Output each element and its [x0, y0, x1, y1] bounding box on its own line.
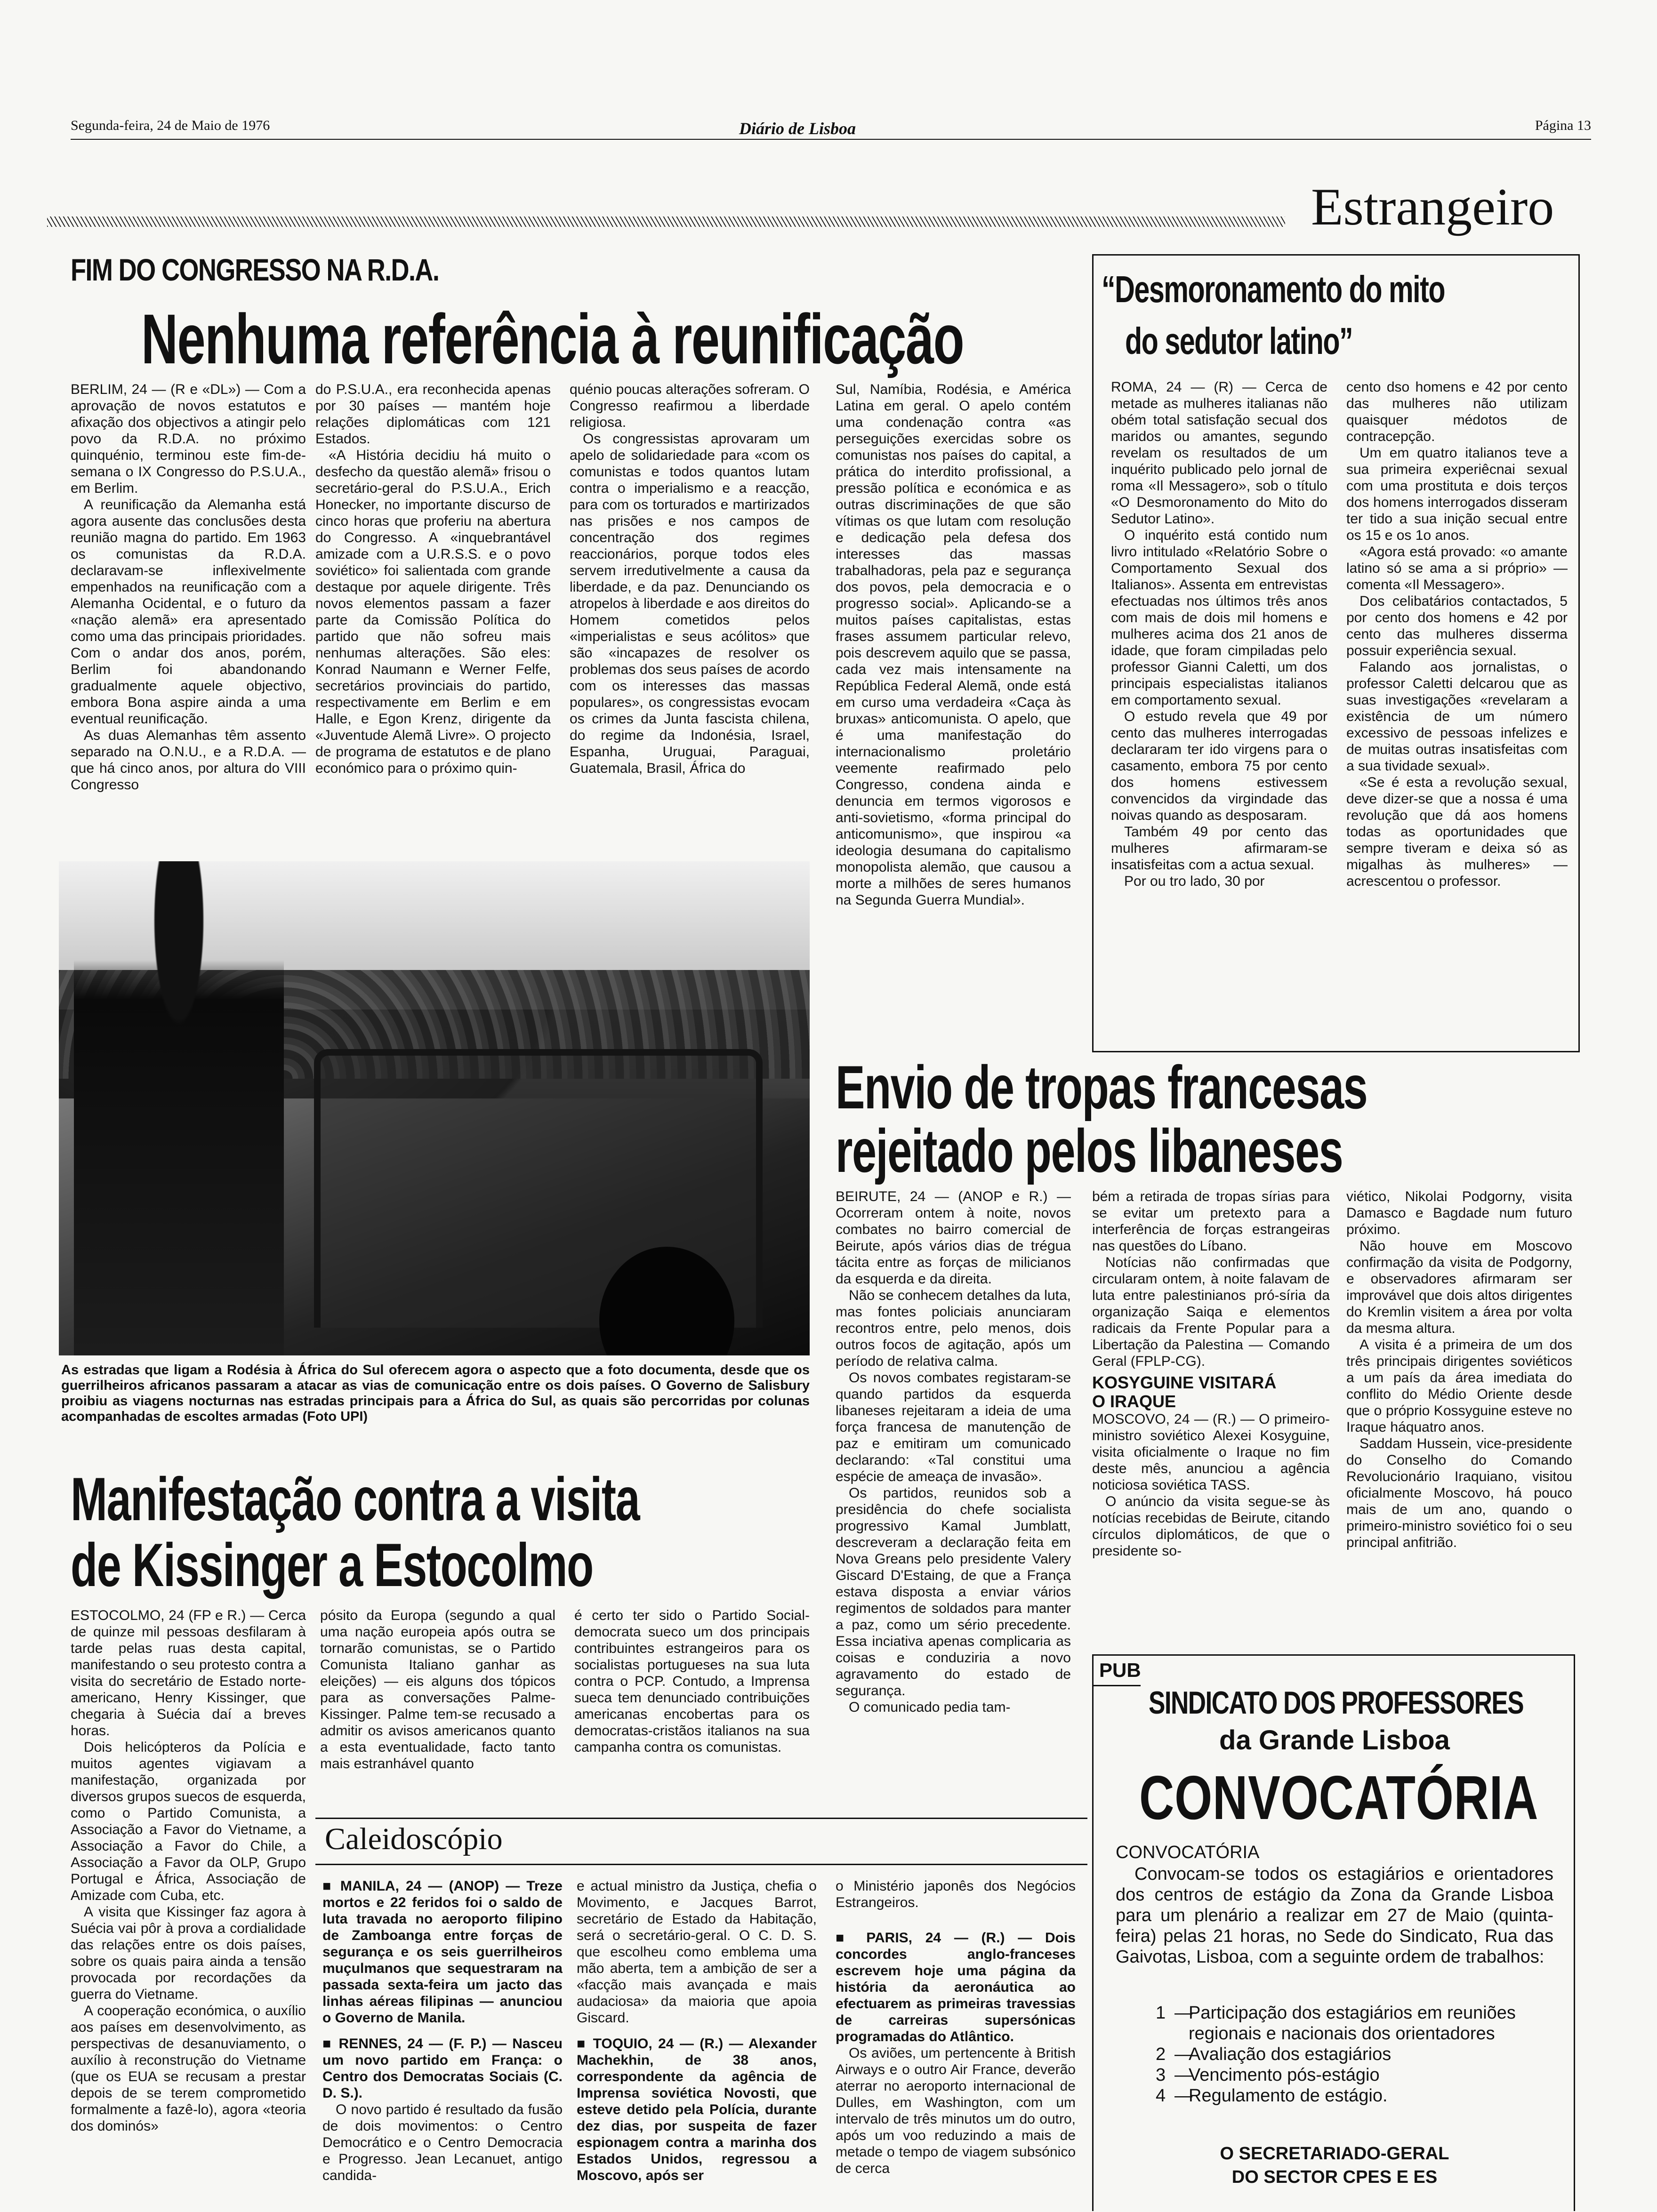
caption-text: As estradas que ligam a Rodésia à África do Sul oferecem agora o aspecto que a foto documenta, desde que os guerrilheiros africanos passaram a atacar as vias de comunicação entre os dois países. O Governo de Salisbury proibiu as viagens nocturnas nas estradas principais para a África do Sul, as quais são percorridas por colunas acompanhadas de escoltes armadas	[61, 1362, 810, 1424]
pub-agenda	[1156, 2003, 1556, 2106]
sidebar-title-line1: “Desmoronamento do mito	[1102, 268, 1445, 310]
paragraph: Não houve em Moscovo confirmação da visita de Podgorny, e observadores afirmaram ser improvável que dois altos dirigentes do Kremlin visitem a área por volta da mesma altura.	[1346, 1238, 1572, 1336]
paragraph: o Ministério japonês dos Negócios Estrangeiros.	[836, 1878, 1076, 1910]
paragraph: O novo partido é resultado da fusão de dois movimentos: o Centro Democrático e o Centro Democracia e Progresso. Jean Lecanuet, antigo candida-	[322, 2102, 563, 2183]
article2-col3	[1346, 1188, 1572, 1654]
article1-col3	[570, 381, 810, 842]
pub-label-rule	[1094, 1685, 1141, 1686]
news-brief: ■ RENNES, 24 — (F. P.) — Nasceu um novo partido em França: o Centro dos Democratas Sociais (C. D. S.).	[322, 2036, 563, 2101]
caleidoscopio-col3	[836, 1878, 1076, 2207]
article3-col1	[71, 1607, 306, 2205]
news-brief: ■ TOQUIO, 24 — (R.) — Alexander Machekhin, de 38 anos, correspondente da agência de Imprensa soviética Novosti, que esteve detido pela Polícia, durante dez dias, por suspeita de fazer espionagem contra a marinha dos Estados Unidos, regressou a Moscovo, após ser	[577, 2036, 817, 2183]
list-item: 4 — Regulamento de estágio.	[1156, 2085, 1556, 2106]
item-text: Regulamento de estágio.	[1189, 2086, 1388, 2106]
photo-caption	[61, 1362, 810, 1425]
issue-date: Segunda-feira, 24 de Maio de 1976	[71, 118, 270, 133]
sidebar-col1	[1111, 379, 1327, 1040]
pub-headline: CONVOCATÓRIA	[1139, 1763, 1539, 1832]
paragraph: Também 49 por cento das mulheres afirmaram-se insatisfeitas com a actua sexual.	[1111, 824, 1327, 873]
paragraph: e actual ministro da Justiça, chefia o Movimento, e Jacques Barrot, secretário de Estado da Habitação, será o secretário-geral. O C. D. S. que escolheu como emblema uma mão aberta, tem a ambição de ser a «facção mais avançada e mais audaciosa» da maioria que apoia Giscard.	[577, 1878, 817, 2026]
article1-col1	[71, 381, 306, 842]
paragraph: ESTOCOLMO, 24 (FP e R.) — Cerca de quinze mil pessoas desfilaram à tarde pelas ruas desta capital, manifestando o seu protesto contra a visita do secretário de Estado norte-americano, Henry Kissinger, que chegaria à Suécia daí a breves horas.	[71, 1608, 306, 1739]
pub-org-line1: SINDICATO DOS PROFESSORES	[1149, 1685, 1524, 1721]
photo-credit: (Foto UPI)	[302, 1409, 368, 1424]
section-hatch-rule	[47, 216, 1285, 227]
subhead-line1: KOSYGUINE VISITARÁ	[1092, 1373, 1277, 1392]
article2-col2	[1092, 1188, 1330, 1659]
section-title: Estrangeiro	[1311, 178, 1554, 236]
paragraph: é certo ter sido o Partido Social-democrata sueco um dos principais contribuintes estrangeiros para os socialistas portugueses na sua luta contra o PCP. Contudo, a Imprensa sueca tem denunciado contribuições americanas encobertas para os democratas-cristãos italianos na sua campanha contra os comunistas.	[574, 1608, 810, 1755]
article1-kicker: FIM DO CONGRESSO NA R.D.A.	[71, 252, 439, 287]
paragraph: bém a retirada de tropas sírias para se evitar um pretexto para a interferência de forças estrangeiras nas questões do Líbano.	[1092, 1189, 1330, 1254]
paragraph: A reunificação da Alemanha está agora ausente das conclusões desta reunião magna do partido. Em 1963 os comunistas da R.D.A. declaravam-se inflexivelmente empenhados na reunificação com a Alemanha Ocidental, e o futuro da «nação alemã» era apresentado como uma das principais prioridades. Com o andar dos anos, porém, Berlim foi abandonando gradualmente aquele objectivo, embora Bona aspire ainda a uma eventual reunificação.	[71, 497, 306, 727]
paragraph: Falando aos jornalistas, o professor Caletti delcarou que as suas investigações «revelaram a existência de um número excessivo de pessoas infelizes e de muitas outras insatisfeitas com a sua tividade sexual».	[1346, 659, 1568, 774]
pub-signature-line2: DO SECTOR CPES E ES	[1231, 2167, 1438, 2187]
item-text: Participação dos estagiários em reuniões regionais e nacionais dos orientadores	[1189, 2003, 1516, 2044]
caleidoscopio-title: Caleidoscópio	[325, 1822, 503, 1856]
paragraph: Saddam Hussein, vice-presidente do Conselho do Comando Revolucionário Iraquiano, visitou oficialmente Moscovo, há pouco mais de um ano, quando o primeiro-ministro soviético foi o seu principal anfitrião.	[1346, 1436, 1572, 1550]
paragraph: quénio poucas alterações sofreram. O Congresso reafirmou a liberdade religiosa.	[570, 382, 810, 430]
paragraph: Um em quatro italianos teve a sua primeira experiêcnai sexual com uma prostituta e dois terços dos homens interrogados disseram ter tido a sua inição secual entre os 15 e os 1o anos.	[1346, 445, 1568, 543]
paragraph: O estudo revela que 49 por cento das mulheres interrogadas declararam ter ido virgens para o casamento, embora 75 por cento dos homens estivessem convencidos da virgindade das noivas quando as desposaram.	[1111, 709, 1327, 823]
article2-title-line1: Envio de tropas francesas	[836, 1053, 1367, 1122]
paragraph: Os partidos, reunidos sob a presidência do chefe socialista progressivo Kamal Jumblatt, descreveram a declaração feita em Nova Greans pelo presidente Valery Giscard D'Estaing, de que a França estava disposta a enviar vários regimentos de soldados para manter a paz, como um sério precedente. Essa inciativa apenas complicaria as coisas e conduziria a novo agravamento do estado de segurança.	[836, 1485, 1071, 1699]
paragraph: Dois helicópteros da Polícia e muitos agentes vigiavam a manifestação, organizada por diversos grupos suecos de esquerda, como o Partido Comunista, a Associação a Favor do Vietname, a Associação a Favor do Chile, a Associação a Favor da OLP, Grupo Portugal e África, Associação de Amizade com Cuba, etc.	[71, 1739, 306, 1903]
news-photo	[59, 861, 810, 1355]
item-number: 1	[1156, 2003, 1166, 2023]
paragraph: cento dso homens e 42 por cento das mulheres não utilizam quaisquer médotos de contracepção.	[1346, 379, 1568, 444]
article3-col2	[320, 1607, 555, 1795]
pub-subtitle: CONVOCATÓRIA	[1116, 1843, 1260, 1862]
news-brief: ■ PARIS, 24 — (R.) — Dois concordes anglo-franceses escrevem hoje uma página da história da aeronáutica ao efectuarem as primeiras travessias de carreiras supersónicas programadas do Atlântico.	[836, 1930, 1076, 2044]
caleidoscopio-col1	[322, 1878, 563, 2207]
paragraph: Dos celibatários contactados, 5 por cento dos homens e 42 por cento das mulheres disserma possuir experiência sexual.	[1346, 593, 1568, 658]
article2-title-line2: rejeitado pelos libaneses	[836, 1116, 1343, 1185]
paragraph: Sul, Namíbia, Rodésia, e América Latina em geral. O apelo contém uma condenação contra «as perseguições exercidas sobre os comunistas nos países do capital, a prática do interdito profissional, a pressão política e económica e as outras discriminações de que são vítimas os que lutam com resolução e dedicação pela defesa dos interesses das massas trabalhadoras, pela paz e segurança dos povos, pela democracia e o progresso social». Aplicando-se a muitos países capitalistas, estas frases assumem particular relevo, pois descrevem aquilo que se passa, cada vez mais intensamente na República Federal Alemã, onde está em curso uma verdadeira «Caça às bruxas» anticomunista. O apelo, que é uma manifestação do internacionalismo proletário veemente reafirmado pelo Congresso, condena ainda e denuncia em termos vigorosos e anti-sovietismo, «forma principal do anticomunismo», que inspirou «a ideologia desumana do capitalismo monopolista alemão, que causou a morte a milhões de seres humanos na Segunda Guerra Mundial».	[836, 382, 1071, 908]
paragraph: «A História decidiu há muito o desfecho da questão alemã» frisou o secretário-geral do P.S.U.A., Erich Honecker, no importante discurso de cinco horas que proferiu na abertura do Congresso. A «inquebrantável amizade com a U.R.S.S. e o povo soviético» foi salientada com grande destaque por aquele dirigente. Três novos elementos passam a fazer parte da Comissão Política do partido que não sofreu mais nenhumas alterações. São eles: Konrad Naumann e Werner Felfe, secretários provinciais do partido, respectivamente em Berlim e em Halle, e Egon Krenz, dirigente da «Juventude Alemã Livre». O projecto de programa de estatutos e de plano económico para o próximo quin-	[315, 448, 551, 776]
article1-col4	[836, 381, 1071, 1021]
paragraph: «Agora está provado: «o amante latino só se ama a si próprio» — comenta «Il Messagero».	[1346, 544, 1568, 593]
paragraph: «Se é esta a revolução sexual, deve dizer-se que a nossa é uma revolução que dá aos homens todas as oportunidades que sempre tiveram e deixa só as migalhas às mulheres» — acrescentou o professor.	[1346, 775, 1568, 889]
item-number: 4	[1156, 2086, 1166, 2106]
page-number: Página 13	[1535, 118, 1591, 133]
pub-org-line2: da Grande Lisboa	[1219, 1725, 1450, 1755]
paragraph: Por ou tro lado, 30 por	[1124, 874, 1265, 889]
paper-name: Diário de Lisboa	[739, 119, 856, 138]
article2-subhead	[1092, 1373, 1330, 1411]
paragraph: Notícias não confirmadas que circularam ontem, à noite falavam de luta entre palestinianos pró-síria da organização Saiqa e elementos radicais da Frente Popular para a Libertação da Palestina — Comando Geral (FPLP-CG).	[1092, 1255, 1330, 1369]
paragraph: Não se conhecem detalhes da luta, mas fontes policiais anunciaram recontros entre, pelo menos, dois outros focos de agitação, após um período de relativa calma.	[836, 1288, 1071, 1369]
paragraph: BERLIM, 24 — (R e «DL») — Com a aprovação de novos estatutos e afixação dos objectivos a atingir pelo povo da R.D.A. no próximo quinquénio, terminou este fim-de-semana o IX Congresso do P.S.U.A., em Berlim.	[71, 382, 306, 496]
paragraph: BEIRUTE, 24 — (ANOP e R.) — Ocorreram ontem à noite, novos combates no bairro comercial de Beirute, após vários dias de trégua tácita entre as forças de milicianos da esquerda e da direita.	[836, 1189, 1071, 1287]
article2-col1	[836, 1188, 1071, 1791]
list-item: 3 — Vencimento pós-estágio	[1156, 2065, 1556, 2085]
paragraph: ROMA, 24 — (R) — Cerca de metade as mulheres italianas não obém total satisfação secual dos maridos ou amantes, segundo revelam os resultados de um inquérito publicado pelo jornal de roma «Il Messagero», sob o título «O Desmoronamento do Mito do Sedutor Latino».	[1111, 379, 1327, 527]
paragraph: O inquérito está contido num livro intitulado «Relatório Sobre o Comportamento Sexual dos Italianos». Assenta em entrevistas efectuadas nos últimos três anos com mais de dois mil homens e mulheres acima dos 21 anos de idade, que foram cimpiladas pelo professor Gianni Caletti, um dos principais especialistas italianos em comportamento sexual.	[1111, 528, 1327, 708]
article3-title-line1: Manifestação contra a visita	[71, 1465, 640, 1533]
article3-title-line2: de Kissinger a Estocolmo	[71, 1531, 593, 1599]
article1-col2	[315, 381, 551, 842]
paragraph: Os congressistas aprovaram um apelo de solidariedade para «com os comunistas e todos quantos lutam contra o imperialismo e a reacção, para com os torturados e martirizados nas prisões e nos campos de concentração dos regimes reaccionários, porque todos eles servem irredutivelmente a causa da liberdade, e da paz. Denunciando os atropelos à liberdade e aos direitos do Homem cometidos pelos «imperialistas e seus acólitos» que são «incapazes de resolver os problemas dos seus países de acordo com os interesses das massas populares», os congressistas evocam os crimes da Junta fascista chilena, do regime da Indonésia, Israel, Espanha, Uruguai, Paraguai, Guatemala, Brasil, África do	[570, 431, 810, 776]
item-text: Avaliação dos estagiários	[1189, 2044, 1392, 2064]
pub-body: Convocam-se todos os estagiários e orientadores dos centros de estágio da Zona da Grande Lisboa para um plenário a realizar em 27 de Maio (quinta-feira) pelas 21 horas, no Sede do Sindicato, Rua das Gaivotas, Lisboa, com a seguinte ordem de trabalhos:	[1116, 1864, 1553, 1967]
paragraph: MOSCOVO, 24 — (R.) — O primeiro-ministro soviético Alexei Kosyguine, visita oficialmente o Iraque no fim deste mês, anunciou a agência noticiosa soviética TASS.	[1092, 1411, 1330, 1493]
paragraph: A visita que Kissinger faz agora à Suécia vai pôr à prova a cordialidade das relações entre os dois países, sobre os quais paira ainda a tensão provocada por recordações da guerra do Vietname.	[71, 1904, 306, 2002]
item-text: Vencimento pós-estágio	[1189, 2065, 1380, 2085]
item-number: 3	[1156, 2065, 1166, 2085]
caleidoscopio-rule	[315, 1864, 1087, 1865]
list-item: 2 — Avaliação dos estagiários	[1156, 2044, 1556, 2065]
pub-signature-line1: O SECRETARIADO-GERAL	[1220, 2144, 1449, 2164]
paragraph: A cooperação económica, o auxílio aos países em desenvolvimento, as perspectivas de desanuviamento, o auxílio à reconstrução do Vietname (que os EUA se recusam a prestar depois de se terem comprometido formalmente a fazê-lo), agora «teoria dos dominós»	[71, 2003, 306, 2134]
sidebar-title-line2: do sedutor latino”	[1125, 320, 1353, 362]
news-brief: ■ MANILA, 24 — (ANOP) — Treze mortos e 22 feridos foi o saldo de luta travada no aeroporto filipino de Zamboanga entre forças de segurança e os seis guerrilheiros muçulmanos que sequestraram na passada sexta-feira um jacto das linhas aéreas filipinas — anunciou o Governo de Manila.	[322, 1878, 563, 2026]
article3-col3	[574, 1607, 810, 1795]
paragraph: O comunicado pedia tam-	[849, 1699, 1011, 1715]
paragraph: Os novos combates registaram-se quando partidos da esquerda libaneses rejeitaram a ideia de uma força francesa de manutenção de paz e emitiram um comunicado declarando: «Tal constitui uma espécie de ameaça de invasão».	[836, 1370, 1071, 1484]
paragraph: O anúncio da visita segue-se às notícias recebidas de Beirute, citando círculos diplomáticos, de que o presidente so-	[1092, 1494, 1330, 1559]
article1-title: Nenhuma referência à reunificação	[141, 299, 964, 378]
pub-label: PUB	[1099, 1659, 1141, 1681]
paragraph: viético, Nikolai Podgorny, visita Damasco e Bagdade num futuro próximo.	[1346, 1189, 1572, 1237]
photo-soldier	[74, 861, 284, 1355]
subhead-line2: O IRAQUE	[1092, 1392, 1176, 1411]
masthead-rule	[71, 139, 1591, 140]
paragraph: A visita é a primeira de um dos três principais dirigentes soviéticos a um país da área imediata do conflito do Médio Oriente desde que o próprio Kossyguine esteve no Iraque háquatro anos.	[1346, 1337, 1572, 1435]
sidebar-col2	[1346, 379, 1568, 1040]
paragraph: Os aviões, um pertencente à British Airways e o outro Air France, deverão aterrar no aeroporto internacional de Dulles, em Washington, com um intervalo de três minutos um do outro, após um voo reduzindo a mais de metade o tempo de viagem subsónico de cerca	[836, 2045, 1076, 2176]
item-number: 2	[1156, 2044, 1166, 2064]
caleidoscopio-top-rule	[315, 1818, 1087, 1819]
paragraph: As duas Alemanhas têm assento separado na O.N.U., e a R.D.A. — que há cinco anos, por altura do VIII Congresso	[71, 728, 306, 793]
caleidoscopio-col2	[577, 1878, 817, 2207]
paragraph: pósito da Europa (segundo a qual uma nação europeia após outra se tornarão comunistas, se o Partido Comunista Italiano ganhar as eleições) — eis alguns dos tópicos para as conversações Palme-Kissinger. Palme tem-se recusado a admitir os avisos americanos quanto a esta eventualidade, facto tanto mais estranhável quanto	[320, 1608, 555, 1771]
list-item: 1 — Participação dos estagiários em reuniões regionais e nacionais dos orientadores	[1156, 2003, 1556, 2044]
paragraph: do P.S.U.A., era reconhecida apenas por 30 países — mantém hoje relações diplomáticas com 121 Estados.	[315, 382, 551, 447]
